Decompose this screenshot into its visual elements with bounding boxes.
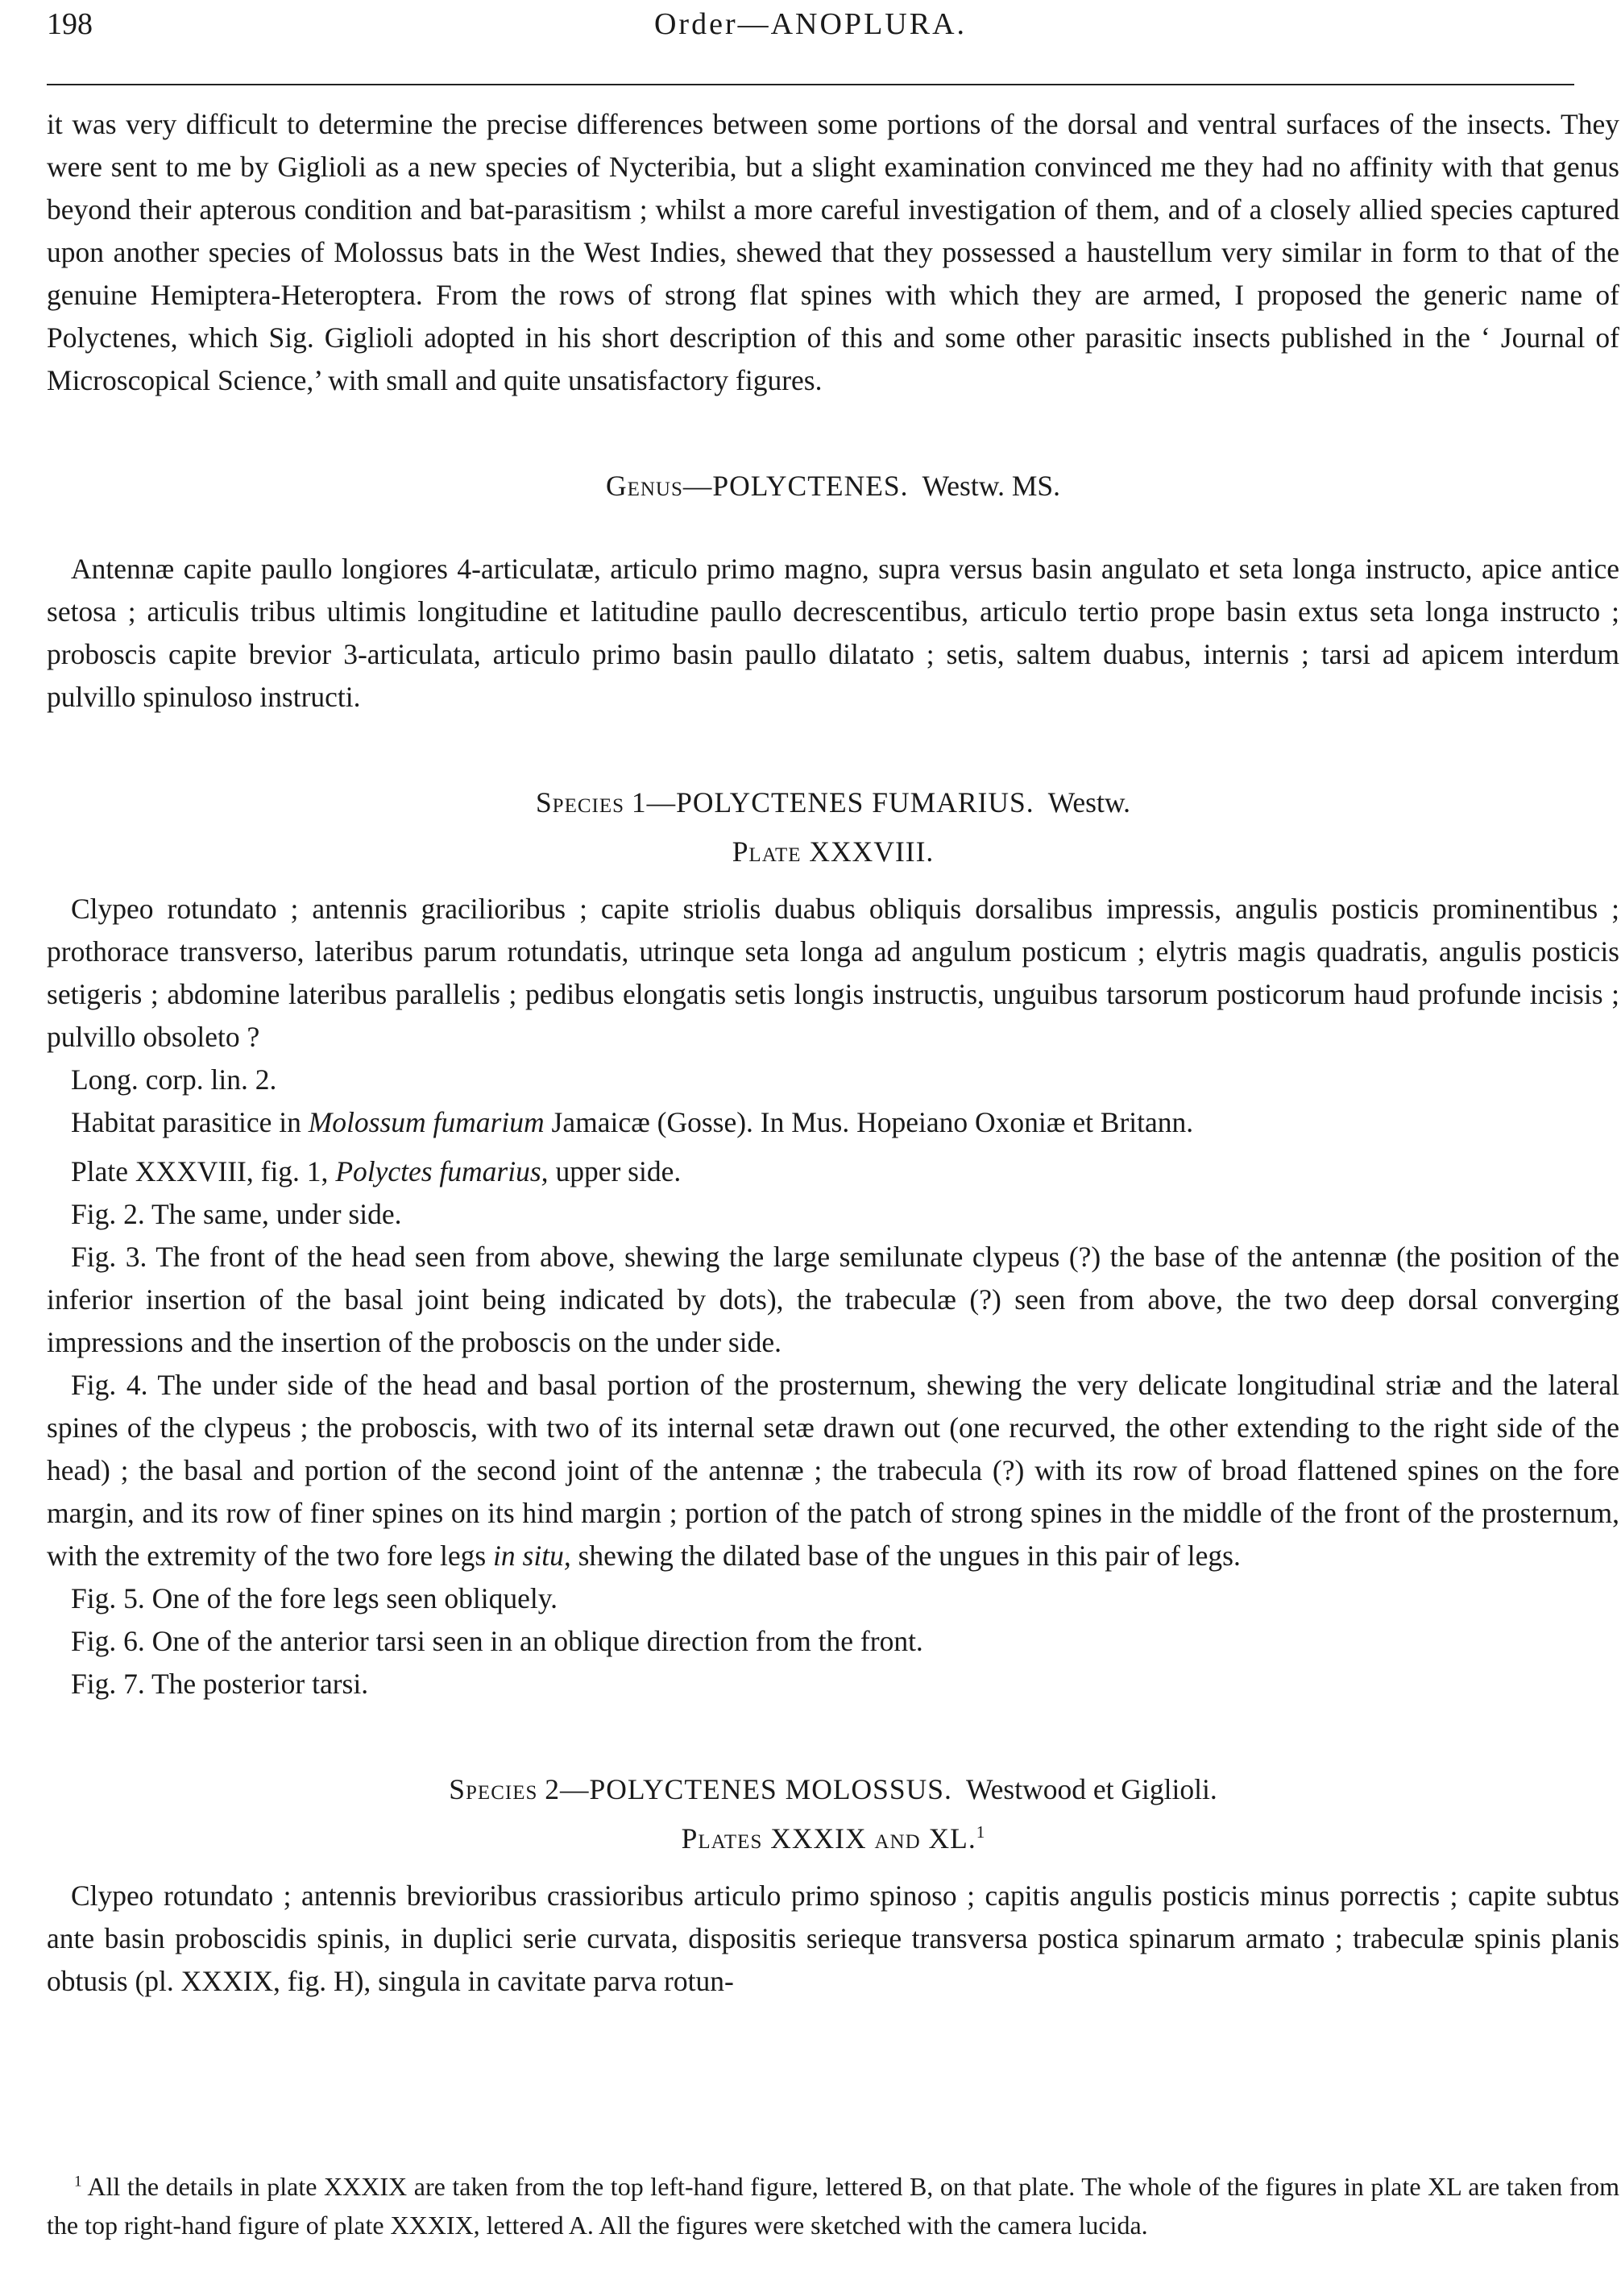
fig-6-caption: Fig. 6. One of the anterior tarsi seen in an oblique direction from the front. [71, 1625, 923, 1657]
species2-prefix: Species [449, 1773, 538, 1805]
footnote-reference: 1 [976, 1822, 985, 1842]
species1-plate: Plate XXXVIII. [732, 835, 935, 868]
running-head: Order—ANOPLURA. [653, 7, 968, 41]
page-header [47, 5, 1574, 47]
footnote-mark: 1 [74, 2173, 82, 2190]
host-name: Molossum fumarium [308, 1106, 545, 1138]
fig-1-caption: Plate XXXVIII, fig. 1, Polyctes fumarius, upper side. [71, 1155, 682, 1187]
species1-heading [47, 781, 1619, 824]
footnote-text: $^1$ All the details in plate XXXIX are taken from the top left-hand figure, lettered B, on that plate. The whole of the figures in plate XL are taken from the top right-hand figure of plate XXXIX, lettered A. All the figures were sketched with the camera lucida. [47, 2172, 1619, 2240]
header-rule [47, 84, 1574, 85]
species1-measure: Long. corp. lin. 2. [71, 1063, 277, 1096]
species1-name: 1—POLYCTENES FUMARIUS. [631, 786, 1034, 819]
species1-details [47, 1059, 1619, 1705]
genus-authority: Westw. MS. [922, 470, 1061, 502]
species2-authority: Westwood et Giglioli. [966, 1773, 1217, 1805]
fig-7-caption: Fig. 7. The posterior tarsi. [71, 1668, 369, 1700]
species2-name: 2—POLYCTENES MOLOSSUS. [545, 1773, 952, 1805]
fig-2-caption: Fig. 2. The same, under side. [71, 1198, 402, 1230]
page-body [47, 103, 1619, 2003]
species2-plate: Plates XXXIX and XL.$^1$ [681, 1822, 985, 1855]
species2-description: Clypeo rotundato ; antennis brevioribus crassioribus articulo primo spinoso ; capitis angulis posticis minus porrectis ; capite subtus ante basin proboscidis spinis, in duplici serie curvata, dispositis serieque transversa postica spinarum armato ; trabeculæ spinis planis obtusis (pl. XXXIX, fig. H), singula in cavitate parva rotun- [47, 1879, 1619, 1997]
species1-authority: Westw. [1047, 786, 1131, 819]
fig-4-caption: Fig. 4. The under side of the head and basal portion of the prosternum, shewing the very delicate longitudinal striæ and the lateral spines of the clypeus ; the proboscis, with two of its internal setæ drawn out (one recurved, the other extending to the right side of the head) ; the basal and portion of the second joint of the antennæ ; the trabecula (?) with its row of broad flattened spines on the fore margin, and its row of finer spines on its hind margin ; portion of the patch of strong spines in the middle of the front of the prosternum, with the extremity of the two fore legs in situ, shewing the dilated base of the ungues in this pair of legs. [47, 1369, 1619, 1572]
fig-3-caption: Fig. 3. The front of the head seen from above, shewing the large semilunate clypeus (?) the base of the antennæ (the position of the inferior insertion of the basal joint being indicated by dots), the trabeculæ (?) seen from above, the two deep dorsal converging impressions and the insertion of the proboscis on the under side. [47, 1241, 1619, 1358]
species1-description: Clypeo rotundato ; antennis gracilioribus ; capite striolis duabus obliquis dorsalibus impressis, angulis posticis prominentibus ; prothorace transverso, lateribus parum rotundatis, utrinque seta longa ad angulum posticum ; elytris magis quadratis, angulis posticis setigeris ; abdomine lateribus parallelis ; pedibus elongatis setis longis instructis, unguibus tarsorum posticorum haud profunde incisis ; pulvillo obsoleto ? [47, 893, 1619, 1053]
fig-1-species-name: Polyctes fumarius, [335, 1155, 549, 1187]
in-situ-text: in situ, [493, 1540, 571, 1572]
intro-paragraph: it was very difficult to determine the precise differences between some portions of the dorsal and ventral surfaces of the insects. They were sent to me by Giglioli as a new species of Nycteribia, but a slight examination convinced me they had no affinity with that genus beyond their apterous condition and bat-parasitism ; whilst a more careful investigation of them, and of a closely allied species captured upon another species of Molossus bats in the West Indies, shewed that they possessed a haustellum very similar in form to that of the genuine Hemiptera-Heteroptera. From the rows of strong flat spines with which they are armed, I proposed the generic name of Polyctenes, which Sig. Giglioli adopted in his short description of this and some other parasitic insects published in the ‘ Journal of Microscopical Science,’ with small and quite unsatisfactory figures. [47, 108, 1619, 396]
species2-heading [47, 1768, 1619, 1811]
species1-habitat: Habitat parasitice in Molossum fumarium Jamaicæ (Gosse). In Mus. Hopeiano Oxoniæ et Britann. [71, 1106, 1194, 1138]
genus-name: —POLYCTENES. [682, 470, 909, 502]
genus-heading [47, 465, 1619, 508]
footnote [47, 2167, 1619, 2244]
genus-prefix: Genus [605, 470, 683, 502]
page-number: 198 [47, 7, 93, 41]
species1-prefix: Species [535, 786, 625, 819]
genus-description: Antennæ capite paullo longiores 4-articulatæ, articulo primo magno, supra versus basin angulato et seta longa instructo, apice antice setosa ; articulis tribus ultimis longitudine et latitudine paullo decrescentibus, articulo tertio prope basin extus seta longa instructo ; proboscis capite brevior 3-articulata, articulo primo basin paullo dilatato ; setis, saltem duabus, internis ; tarsi ad apicem interdum pulvillo spinuloso instructi. [47, 553, 1619, 713]
fig-5-caption: Fig. 5. One of the fore legs seen obliquely. [71, 1582, 558, 1614]
